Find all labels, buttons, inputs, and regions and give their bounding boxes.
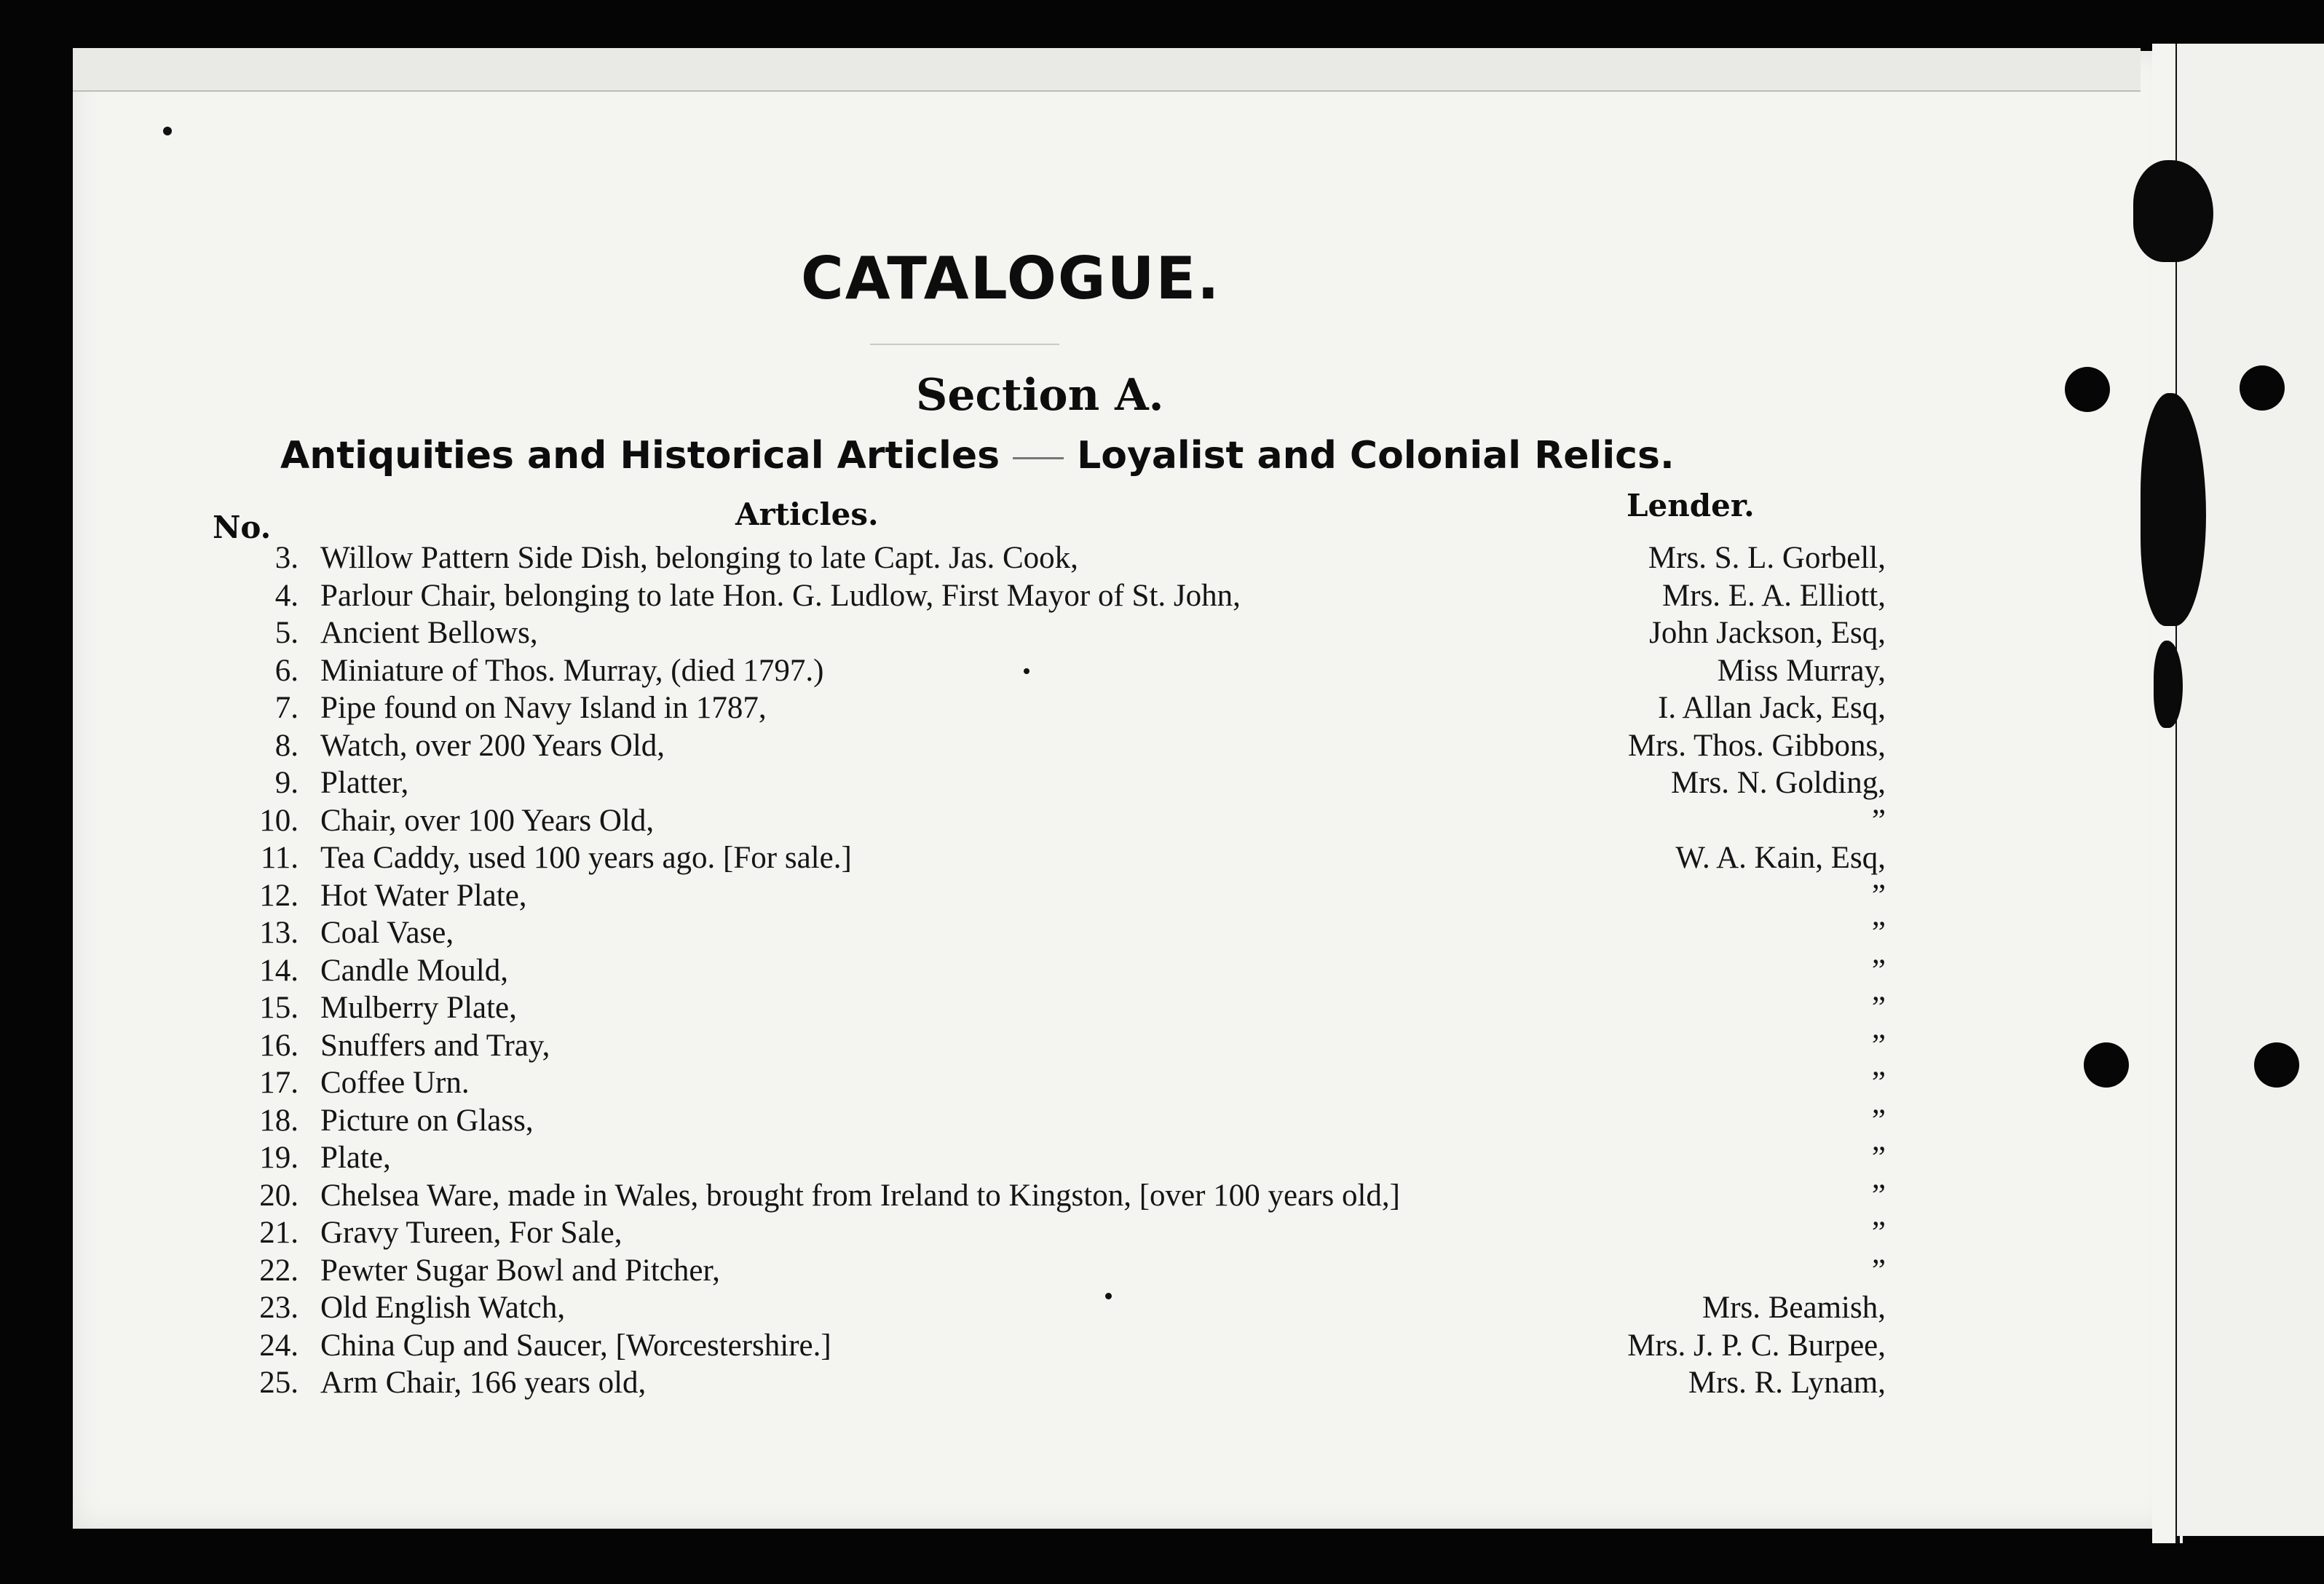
item-number: 13. (259, 916, 299, 950)
item-lender: ” (1871, 991, 1886, 1025)
binding-tear-top (2133, 160, 2213, 262)
item-lender: ” (1871, 1103, 1886, 1138)
adjacent-page-strip (2177, 44, 2324, 1536)
subtitle-right: Loyalist and Colonial Relics. (1077, 434, 1675, 478)
item-number: 11. (260, 841, 299, 875)
catalogue-row (0, 953, 1966, 991)
catalogue-row (0, 1290, 1966, 1328)
item-article: Snuffers and Tray, (320, 1028, 550, 1063)
item-number: 7. (274, 691, 299, 725)
item-lender: Mrs. Thos. Gibbons, (1628, 728, 1886, 763)
catalogue-row (0, 615, 1966, 653)
column-header-no: No. (213, 510, 272, 545)
column-header-articles: Articles. (735, 496, 879, 532)
item-lender: ” (1871, 1253, 1886, 1288)
item-article: Picture on Glass, (320, 1103, 534, 1138)
catalogue-row (0, 765, 1966, 803)
item-number: 23. (259, 1291, 299, 1325)
item-number: 21. (259, 1216, 299, 1250)
item-number: 16. (259, 1028, 299, 1063)
subtitle-left: Antiquities and Historical Articles (280, 434, 1000, 478)
item-number: 25. (259, 1366, 299, 1400)
section-subtitle (280, 434, 1675, 478)
title-rule (870, 344, 1059, 345)
catalogue-row (0, 1028, 1966, 1066)
item-number: 18. (259, 1103, 299, 1138)
item-lender: Mrs. Beamish, (1702, 1291, 1886, 1325)
ink-speck (163, 127, 172, 135)
item-number: 8. (274, 728, 299, 763)
item-article: Platter, (320, 766, 409, 800)
catalogue-row (0, 1178, 1966, 1216)
catalogue-row (0, 990, 1966, 1028)
item-article: Parlour Chair, belonging to late Hon. G. Ludlow, First Mayor of St. John, (320, 578, 1241, 613)
column-header-lender: Lender. (1627, 488, 1755, 523)
catalogue-row (0, 1215, 1966, 1253)
item-lender: ” (1871, 1028, 1886, 1063)
item-lender: Mrs. J. P. C. Burpee, (1627, 1328, 1886, 1363)
item-lender: Mrs. N. Golding, (1670, 766, 1886, 800)
item-number: 17. (259, 1066, 299, 1100)
item-article: Chair, over 100 Years Old, (320, 803, 655, 838)
item-lender: ” (1871, 1066, 1886, 1100)
punch-hole-left-bottom (2084, 1042, 2129, 1088)
item-article: Candle Mould, (320, 953, 508, 988)
item-lender: I. Allan Jack, Esq, (1658, 691, 1886, 725)
catalogue-row (0, 540, 1966, 578)
subtitle-dash (1013, 457, 1064, 459)
catalogue-row (0, 878, 1966, 916)
item-number: 9. (274, 766, 299, 800)
item-article: Mulberry Plate, (320, 991, 517, 1025)
item-number: 10. (259, 803, 299, 838)
catalogue-row (0, 840, 1966, 878)
item-article: Pewter Sugar Bowl and Pitcher, (320, 1253, 720, 1288)
item-lender: ” (1871, 1216, 1886, 1250)
item-article: China Cup and Saucer, [Worcestershire.] (320, 1328, 831, 1363)
item-number: 4. (274, 578, 299, 613)
catalogue-row (0, 690, 1966, 728)
item-article: Old English Watch, (320, 1291, 566, 1325)
catalogue-row (0, 578, 1966, 616)
catalogue-row (0, 1328, 1966, 1366)
catalogue-row (0, 803, 1966, 841)
item-article: Hot Water Plate, (320, 878, 527, 913)
item-number: 20. (259, 1178, 299, 1213)
item-lender: W. A. Kain, Esq, (1675, 841, 1886, 875)
item-number: 22. (259, 1253, 299, 1288)
item-lender: ” (1871, 1141, 1886, 1175)
item-number: 5. (274, 616, 299, 650)
catalogue-row (0, 1065, 1966, 1103)
item-lender: ” (1871, 878, 1886, 913)
item-article: Pipe found on Navy Island in 1787, (320, 691, 767, 725)
item-article: Tea Caddy, used 100 years ago. [For sale.] (320, 841, 852, 875)
item-number: 15. (259, 991, 299, 1025)
item-lender: ” (1871, 803, 1886, 838)
item-article: Coffee Urn. (320, 1066, 470, 1100)
catalogue-row (0, 728, 1966, 766)
page-title: CATALOGUE. (801, 245, 1221, 312)
item-number: 3. (274, 541, 299, 575)
item-number: 14. (259, 953, 299, 988)
item-lender: John Jackson, Esq, (1649, 616, 1886, 650)
catalogue-row (0, 1365, 1966, 1403)
catalogue-row (0, 653, 1966, 691)
item-lender: Miss Murray, (1717, 653, 1886, 688)
item-number: 24. (259, 1328, 299, 1363)
item-number: 19. (259, 1141, 299, 1175)
item-article: Ancient Bellows, (320, 616, 538, 650)
item-lender: ” (1871, 1178, 1886, 1213)
item-number: 6. (274, 653, 299, 688)
item-lender: Mrs. E. A. Elliott, (1662, 578, 1886, 613)
punch-hole-right-bottom (2254, 1042, 2299, 1088)
punch-hole-left-top (2065, 367, 2110, 412)
item-lender: ” (1871, 953, 1886, 988)
catalogue-row (0, 915, 1966, 953)
item-article: Chelsea Ware, made in Wales, brought from Ireland to Kingston, [over 100 years old,] (320, 1178, 1400, 1213)
item-article: Watch, over 200 Years Old, (320, 728, 665, 763)
catalogue-row (0, 1253, 1966, 1291)
item-article: Coal Vase, (320, 916, 454, 950)
item-article: Plate, (320, 1141, 391, 1175)
catalogue-row (0, 1103, 1966, 1141)
item-number: 12. (259, 878, 299, 913)
section-heading: Section A. (916, 370, 1164, 421)
item-article: Arm Chair, 166 years old, (320, 1366, 647, 1400)
item-lender: Mrs. R. Lynam, (1688, 1366, 1886, 1400)
folded-top-edge (73, 48, 2141, 92)
catalogue-row (0, 1140, 1966, 1178)
item-lender: Mrs. S. L. Gorbell, (1648, 541, 1886, 575)
item-lender: ” (1871, 916, 1886, 950)
item-article: Miniature of Thos. Murray, (died 1797.) (320, 653, 824, 688)
punch-hole-right-top (2240, 365, 2285, 411)
item-article: Willow Pattern Side Dish, belonging to late Capt. Jas. Cook, (320, 541, 1078, 575)
item-article: Gravy Tureen, For Sale, (320, 1216, 622, 1250)
binding-tear-lower (2154, 641, 2183, 728)
